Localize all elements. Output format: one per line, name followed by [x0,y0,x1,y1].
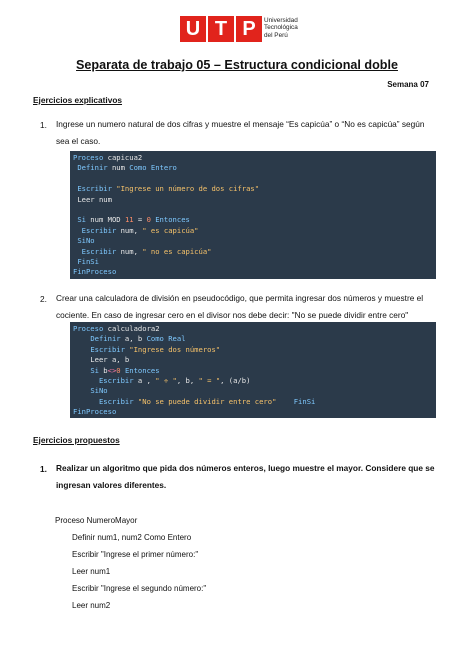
code-token [276,397,293,406]
code-token: Leer num [73,194,112,204]
code-token: " ÷ " [155,375,177,385]
code-line [73,324,433,334]
pseudocode-line: Escribir "Ingrese el segundo número:" [72,584,207,593]
code-token: Escribir [98,396,134,406]
pseudocode-line: Escribir "Ingrese el primer número:" [72,550,199,559]
pseudocode-line: Definir num1, num2 Como Entero [72,533,192,542]
code-token: Entonces [124,365,160,375]
page-title: Separata de trabajo 05 – Estructura condicional doble [76,58,398,72]
code-token: Definir [90,334,121,344]
code-token [73,366,90,375]
code-line [73,184,433,194]
code-token [73,226,82,235]
pseudocode-line: Leer num2 [72,601,111,610]
code-block-calculadora [70,322,436,418]
logo-text-line-1: Universidad [264,17,298,24]
code-line [73,236,433,246]
code-token: Proceso [73,324,104,333]
code-token: "No se puede dividir entre cero" [137,396,277,406]
code-token: Si [90,365,99,375]
code-line [73,386,433,396]
code-token: 0 [146,215,151,225]
section-heading-propuestos: Ejercicios propuestos [33,435,120,445]
code-token: FinSi [293,396,316,406]
utp-logo [180,16,300,42]
item-number: 1. [40,464,47,474]
code-line [73,355,433,365]
code-line [73,407,433,417]
logo-letter-t: T [208,16,234,42]
code-token: b [98,365,108,375]
code-token: = [133,215,147,225]
code-line [73,247,433,257]
code-token: " no es capicúa" [142,246,212,256]
logo-text-line-3: del Perú [264,31,288,39]
code-line [73,267,433,277]
code-line [73,226,433,236]
code-token: a , [133,375,156,385]
code-token: "Ingrese un número de dos cifras" [116,184,260,194]
code-token: SiNo [90,386,108,396]
code-token: , b, [176,375,199,385]
code-token: FinProceso [73,407,117,417]
code-token [73,386,90,395]
code-token: " es capicúa" [142,225,199,235]
code-token: Escribir [77,184,112,194]
section-heading-explicativos: Ejercicios explicativos [33,95,123,105]
code-token: FinSi [77,256,99,266]
code-line [73,163,433,173]
code-token: num, [116,225,143,235]
code-line [73,195,433,205]
code-token: num MOD [85,215,125,225]
code-line [73,345,433,355]
code-token [73,334,90,343]
code-token: capicua2 [103,153,143,162]
code-line [73,376,433,386]
week-label: Semana 07 [387,80,429,89]
code-line [73,205,433,215]
code-token: Como Real [146,334,186,344]
code-token: <> [107,365,117,375]
code-token [73,247,82,256]
code-token: Escribir [81,225,117,235]
code-token: FinProceso [73,267,117,277]
code-line [73,334,433,344]
code-token: Si [77,215,86,225]
item-text: Ingrese un numero natural de dos cifras y muestre el mensaje “Es capicúa” o “No es capicúa” según sea el caso. [56,119,425,146]
code-token: Definir [77,163,108,173]
code-token: num, [116,246,143,256]
code-token [73,397,99,406]
code-token: num [107,163,130,173]
code-line [73,153,433,163]
code-token: Leer a, b [73,355,130,365]
item-text: Realizar un algoritmo que pida dos números enteros, luego muestre el mayor. Considere que se ingresan valores diferentes. [56,463,435,490]
code-line [73,174,433,184]
code-line [73,215,433,225]
code-token: " = " [198,375,221,385]
code-token: calculadora2 [103,324,160,333]
logo-letter-p: P [236,16,262,42]
logo-university-name [264,17,298,39]
code-token: "Ingrese dos números" [129,344,221,354]
code-token [73,376,99,385]
code-token: Entonces [155,215,190,225]
code-token [73,345,90,354]
code-token: Proceso [73,153,104,162]
code-token: Escribir [81,246,117,256]
logo-letter-u: U [180,16,206,42]
code-token: 0 [116,365,121,375]
code-line [73,257,433,267]
code-token: Escribir [90,344,125,354]
item-number: 1. [40,120,47,130]
logo-text-line-2: Tecnológica [264,24,298,32]
code-token: SiNo [77,236,95,246]
code-token: , (a/b) [220,375,251,385]
code-line [73,366,433,376]
code-block-capicua [70,151,436,279]
pseudocode-line: Proceso NumeroMayor [55,516,138,525]
code-token: Como Entero [129,163,177,173]
item-number: 2. [40,294,47,304]
code-token: Escribir [98,375,134,385]
code-line [73,397,433,407]
pseudocode-line: Leer num1 [72,567,111,576]
item-text: Crear una calculadora de división en pseudocódigo, que permita ingresar dos números y muestre el cociente. En caso de ingresar cero en el divisor nos debe decir: "No se puede dividir entre cero" [56,293,424,320]
code-token: a, b [120,334,147,344]
code-token: 11 [124,215,134,225]
